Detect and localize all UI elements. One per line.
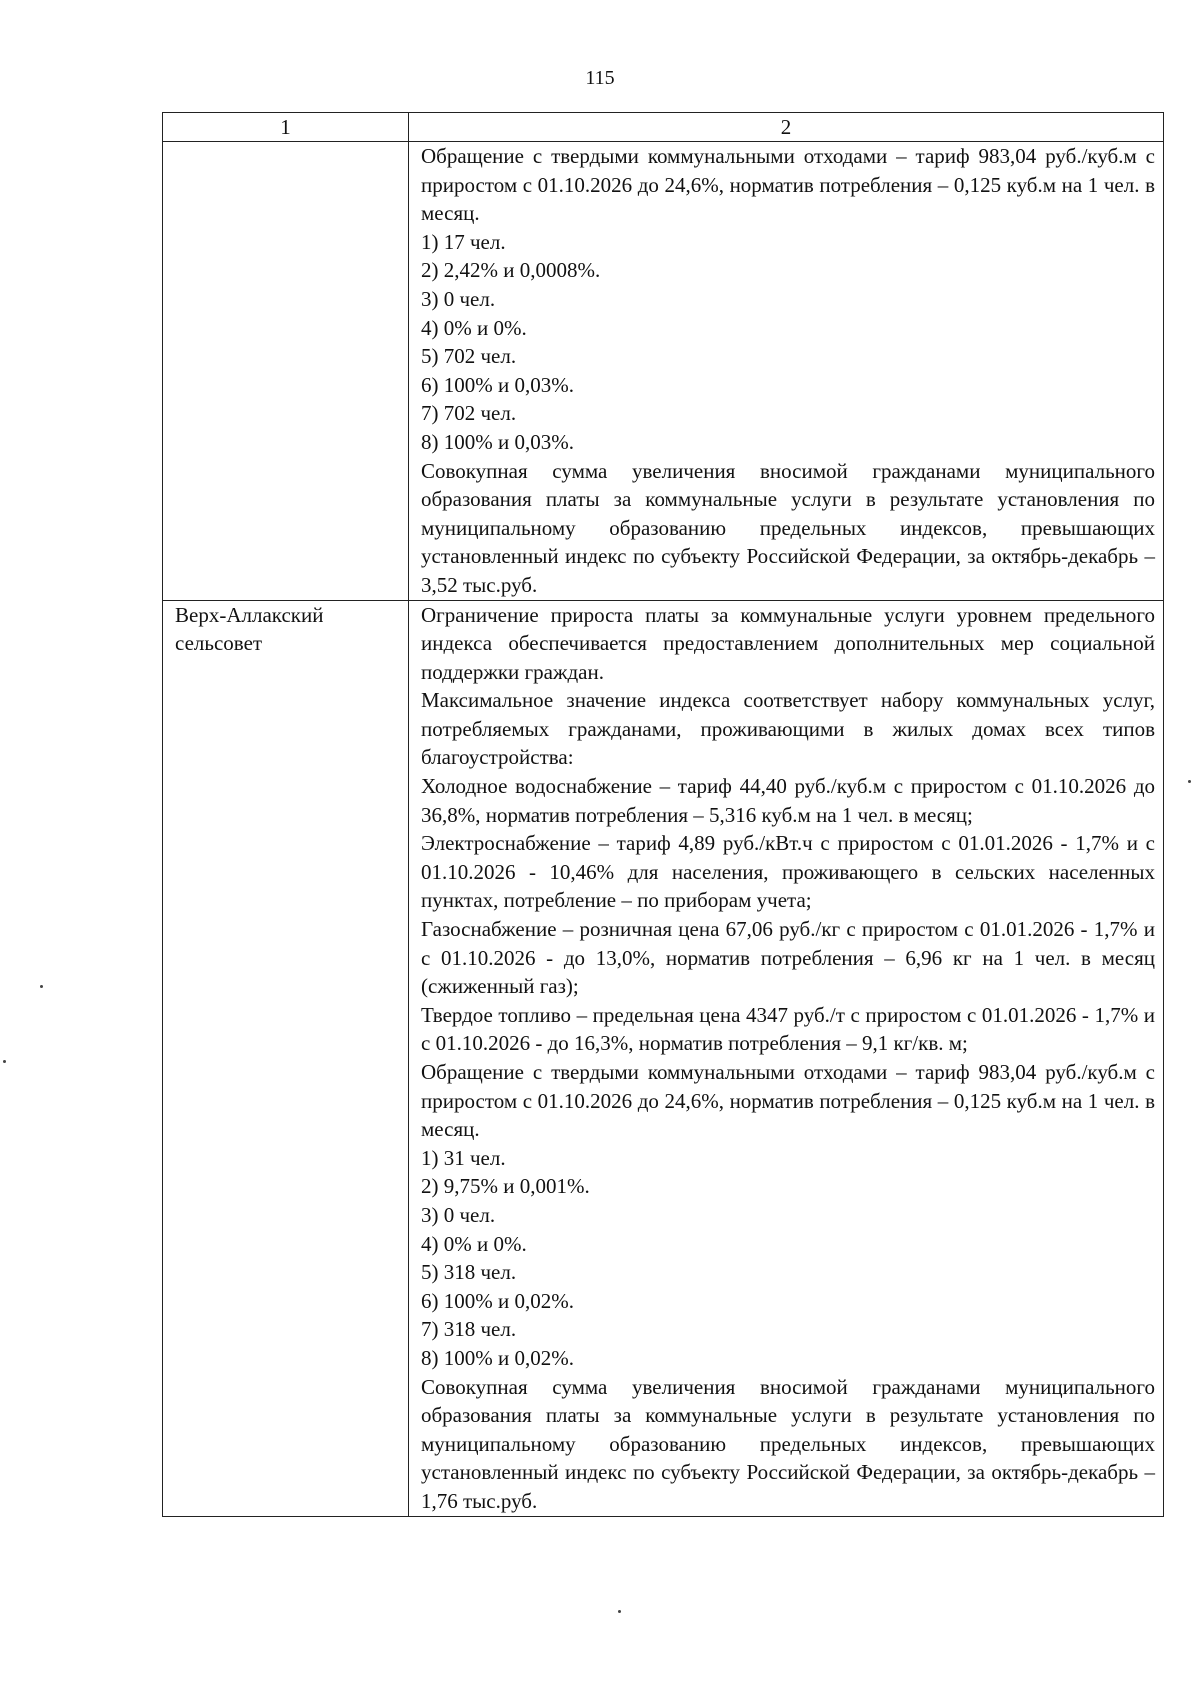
table-row	[163, 142, 1164, 601]
scan-speck	[1188, 780, 1191, 783]
table-row	[163, 600, 1164, 1516]
scan-speck	[3, 1060, 6, 1063]
page-number: 115	[585, 67, 615, 89]
list-item: 1) 17 чел.	[421, 229, 506, 254]
scan-speck	[618, 1610, 621, 1613]
summary-paragraph: Совокупная сумма увеличения вносимой гражданами муниципального образования платы за коммунальные услуги в результате установления по муниципальному образованию предельных индексов, превышающих установленный индекс по субъекту Российской Федерации, за октябрь-декабрь – 1,76 тыс.руб.	[421, 1374, 1155, 1513]
region-cell	[163, 142, 409, 601]
list-item: 4) 0% и 0%.	[421, 1231, 527, 1256]
list-item: 2) 2,42% и 0,0008%.	[421, 258, 601, 283]
list-item: 7) 318 чел.	[421, 1317, 517, 1342]
waste-tariff-paragraph: Обращение с твердыми коммунальными отходами – тариф 983,04 руб./куб.м с приростом с 01.10.2026 до 24,6%, норматив потребления – 0,125 куб.м на 1 чел. в месяц.	[421, 144, 1155, 226]
gas-paragraph: Газоснабжение – розничная цена 67,06 руб./кг с приростом с 01.01.2026 - 1,7% и с 01.10.2026 - до 13,0%, норматив потребления – 6,96 кг на 1 чел. в месяц (сжиженный газ);	[421, 917, 1155, 999]
region-name-line: сельсовет	[175, 631, 263, 656]
list-item: 7) 702 чел.	[421, 401, 517, 426]
list-item: 3) 0 чел.	[421, 286, 496, 311]
list-item: 6) 100% и 0,02%.	[421, 1288, 574, 1313]
list-item: 5) 702 чел.	[421, 344, 517, 369]
content-cell	[409, 142, 1164, 601]
region-name-line: Верх-Аллакский	[175, 602, 324, 627]
list-item: 3) 0 чел.	[421, 1202, 496, 1227]
list-item: 5) 318 чел.	[421, 1260, 517, 1285]
list-item: 8) 100% и 0,02%.	[421, 1345, 574, 1370]
list-item: 1) 31 чел.	[421, 1145, 506, 1170]
list-item: 6) 100% и 0,03%.	[421, 372, 574, 397]
column-header-2: 2	[409, 113, 1164, 142]
summary-paragraph: Совокупная сумма увеличения вносимой гражданами муниципального образования платы за коммунальные услуги в результате установления по муниципальному образованию предельных индексов, превышающих установленный индекс по субъекту Российской Федерации, за октябрь-декабрь – 3,52 тыс.руб.	[421, 458, 1155, 597]
list-item: 4) 0% и 0%.	[421, 315, 527, 340]
max-index-paragraph: Максимальное значение индекса соответствует набору коммунальных услуг, потребляемых гражданами, проживающими в жилых домах всех типов благоустройства:	[421, 688, 1155, 770]
scan-speck	[40, 985, 43, 988]
table-header-row	[163, 113, 1164, 142]
solid-fuel-paragraph: Твердое топливо – предельная цена 4347 руб./т с приростом с 01.01.2026 - 1,7% и с 01.10.2026 - до 16,3%, норматив потребления – 9,1 кг/кв. м;	[421, 1002, 1155, 1056]
tariff-table	[162, 112, 1164, 1517]
electricity-paragraph: Электроснабжение – тариф 4,89 руб./кВт.ч с приростом с 01.01.2026 - 1,7% и с 01.10.2026 - 10,46% для населения, проживающего в сельских населенных пунктах, потребление – по приборам учета;	[421, 831, 1155, 913]
limitation-paragraph: Ограничение прироста платы за коммунальные услуги уровнем предельного индекса обеспечивается предоставлением дополнительных мер социальной поддержки граждан.	[421, 602, 1155, 684]
list-item: 8) 100% и 0,03%.	[421, 429, 574, 454]
list-item: 2) 9,75% и 0,001%.	[421, 1174, 590, 1199]
waste-tariff-paragraph: Обращение с твердыми коммунальными отходами – тариф 983,04 руб./куб.м с приростом с 01.10.2026 до 24,6%, норматив потребления – 0,125 куб.м на 1 чел. в месяц.	[421, 1060, 1155, 1142]
region-cell	[163, 600, 409, 1516]
content-cell	[409, 600, 1164, 1516]
cold-water-paragraph: Холодное водоснабжение – тариф 44,40 руб./куб.м с приростом с 01.10.2026 до 36,8%, норматив потребления – 5,316 куб.м на 1 чел. в месяц;	[421, 774, 1155, 827]
column-header-1: 1	[163, 113, 409, 142]
